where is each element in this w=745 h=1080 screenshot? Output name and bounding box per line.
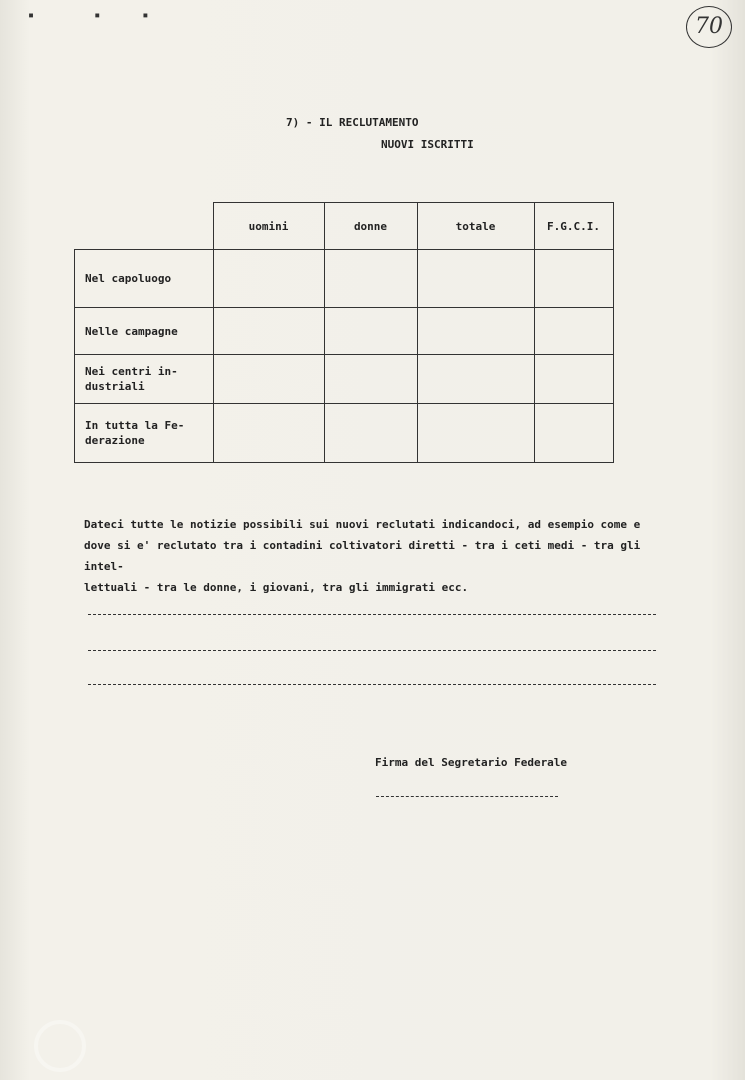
table-cell: [324, 404, 417, 463]
table-row: [75, 355, 614, 404]
answer-line: [88, 650, 656, 651]
answer-line: [88, 614, 656, 615]
column-header: F.G.C.I.: [534, 203, 613, 250]
table-cell: [417, 355, 534, 404]
table-cell: [417, 404, 534, 463]
table-cell: [534, 404, 613, 463]
table-cell: [324, 250, 417, 308]
row-label: In tutta la Fe- derazione: [75, 404, 214, 463]
row-label: Nelle campagne: [75, 308, 214, 355]
table-cell: [213, 404, 324, 463]
signature-label: Firma del Segretario Federale: [375, 756, 568, 769]
table-cell: [534, 250, 613, 308]
column-header: uomini: [213, 203, 324, 250]
table-cell: [417, 308, 534, 355]
table-cell: [213, 355, 324, 404]
table-cell: [213, 250, 324, 308]
archive-watermark-logo: [10, 998, 200, 1068]
table-cell: [417, 250, 534, 308]
answer-line: [88, 684, 656, 685]
table-row: [75, 308, 614, 355]
table-row: [75, 250, 614, 308]
table-cell: [213, 308, 324, 355]
scan-specks: ▪ ▪ ▪: [28, 10, 149, 21]
table-cell: [534, 308, 613, 355]
watermark-circle-icon: [34, 1020, 86, 1072]
column-header: donne: [324, 203, 417, 250]
row-label: Nei centri in- dustriali: [75, 355, 214, 404]
column-header: totale: [417, 203, 534, 250]
section-subtitle: NUOVI ISCRITTI: [381, 138, 474, 151]
table-cell: [324, 308, 417, 355]
table-cell: [324, 355, 417, 404]
recruitment-table: [74, 202, 614, 463]
instructions-paragraph: Dateci tutte le notizie possibili sui nuovi reclutati indicandoci, ad esempio come e dove si e' reclutato tra i contadini coltivatori diretti - tra i ceti medi - tra gli intel- lettuali - tra le donne, i giovani, tra gli immigrati ecc.: [84, 518, 641, 594]
page-number: 70: [686, 6, 732, 48]
table-corner-cell: [75, 203, 214, 250]
row-label: Nel capoluogo: [75, 250, 214, 308]
table-cell: [534, 355, 613, 404]
section-title: 7) - IL RECLUTAMENTO: [286, 116, 419, 129]
table-row: [75, 404, 614, 463]
table-header-row: [75, 203, 614, 250]
signature-line: [376, 796, 558, 797]
